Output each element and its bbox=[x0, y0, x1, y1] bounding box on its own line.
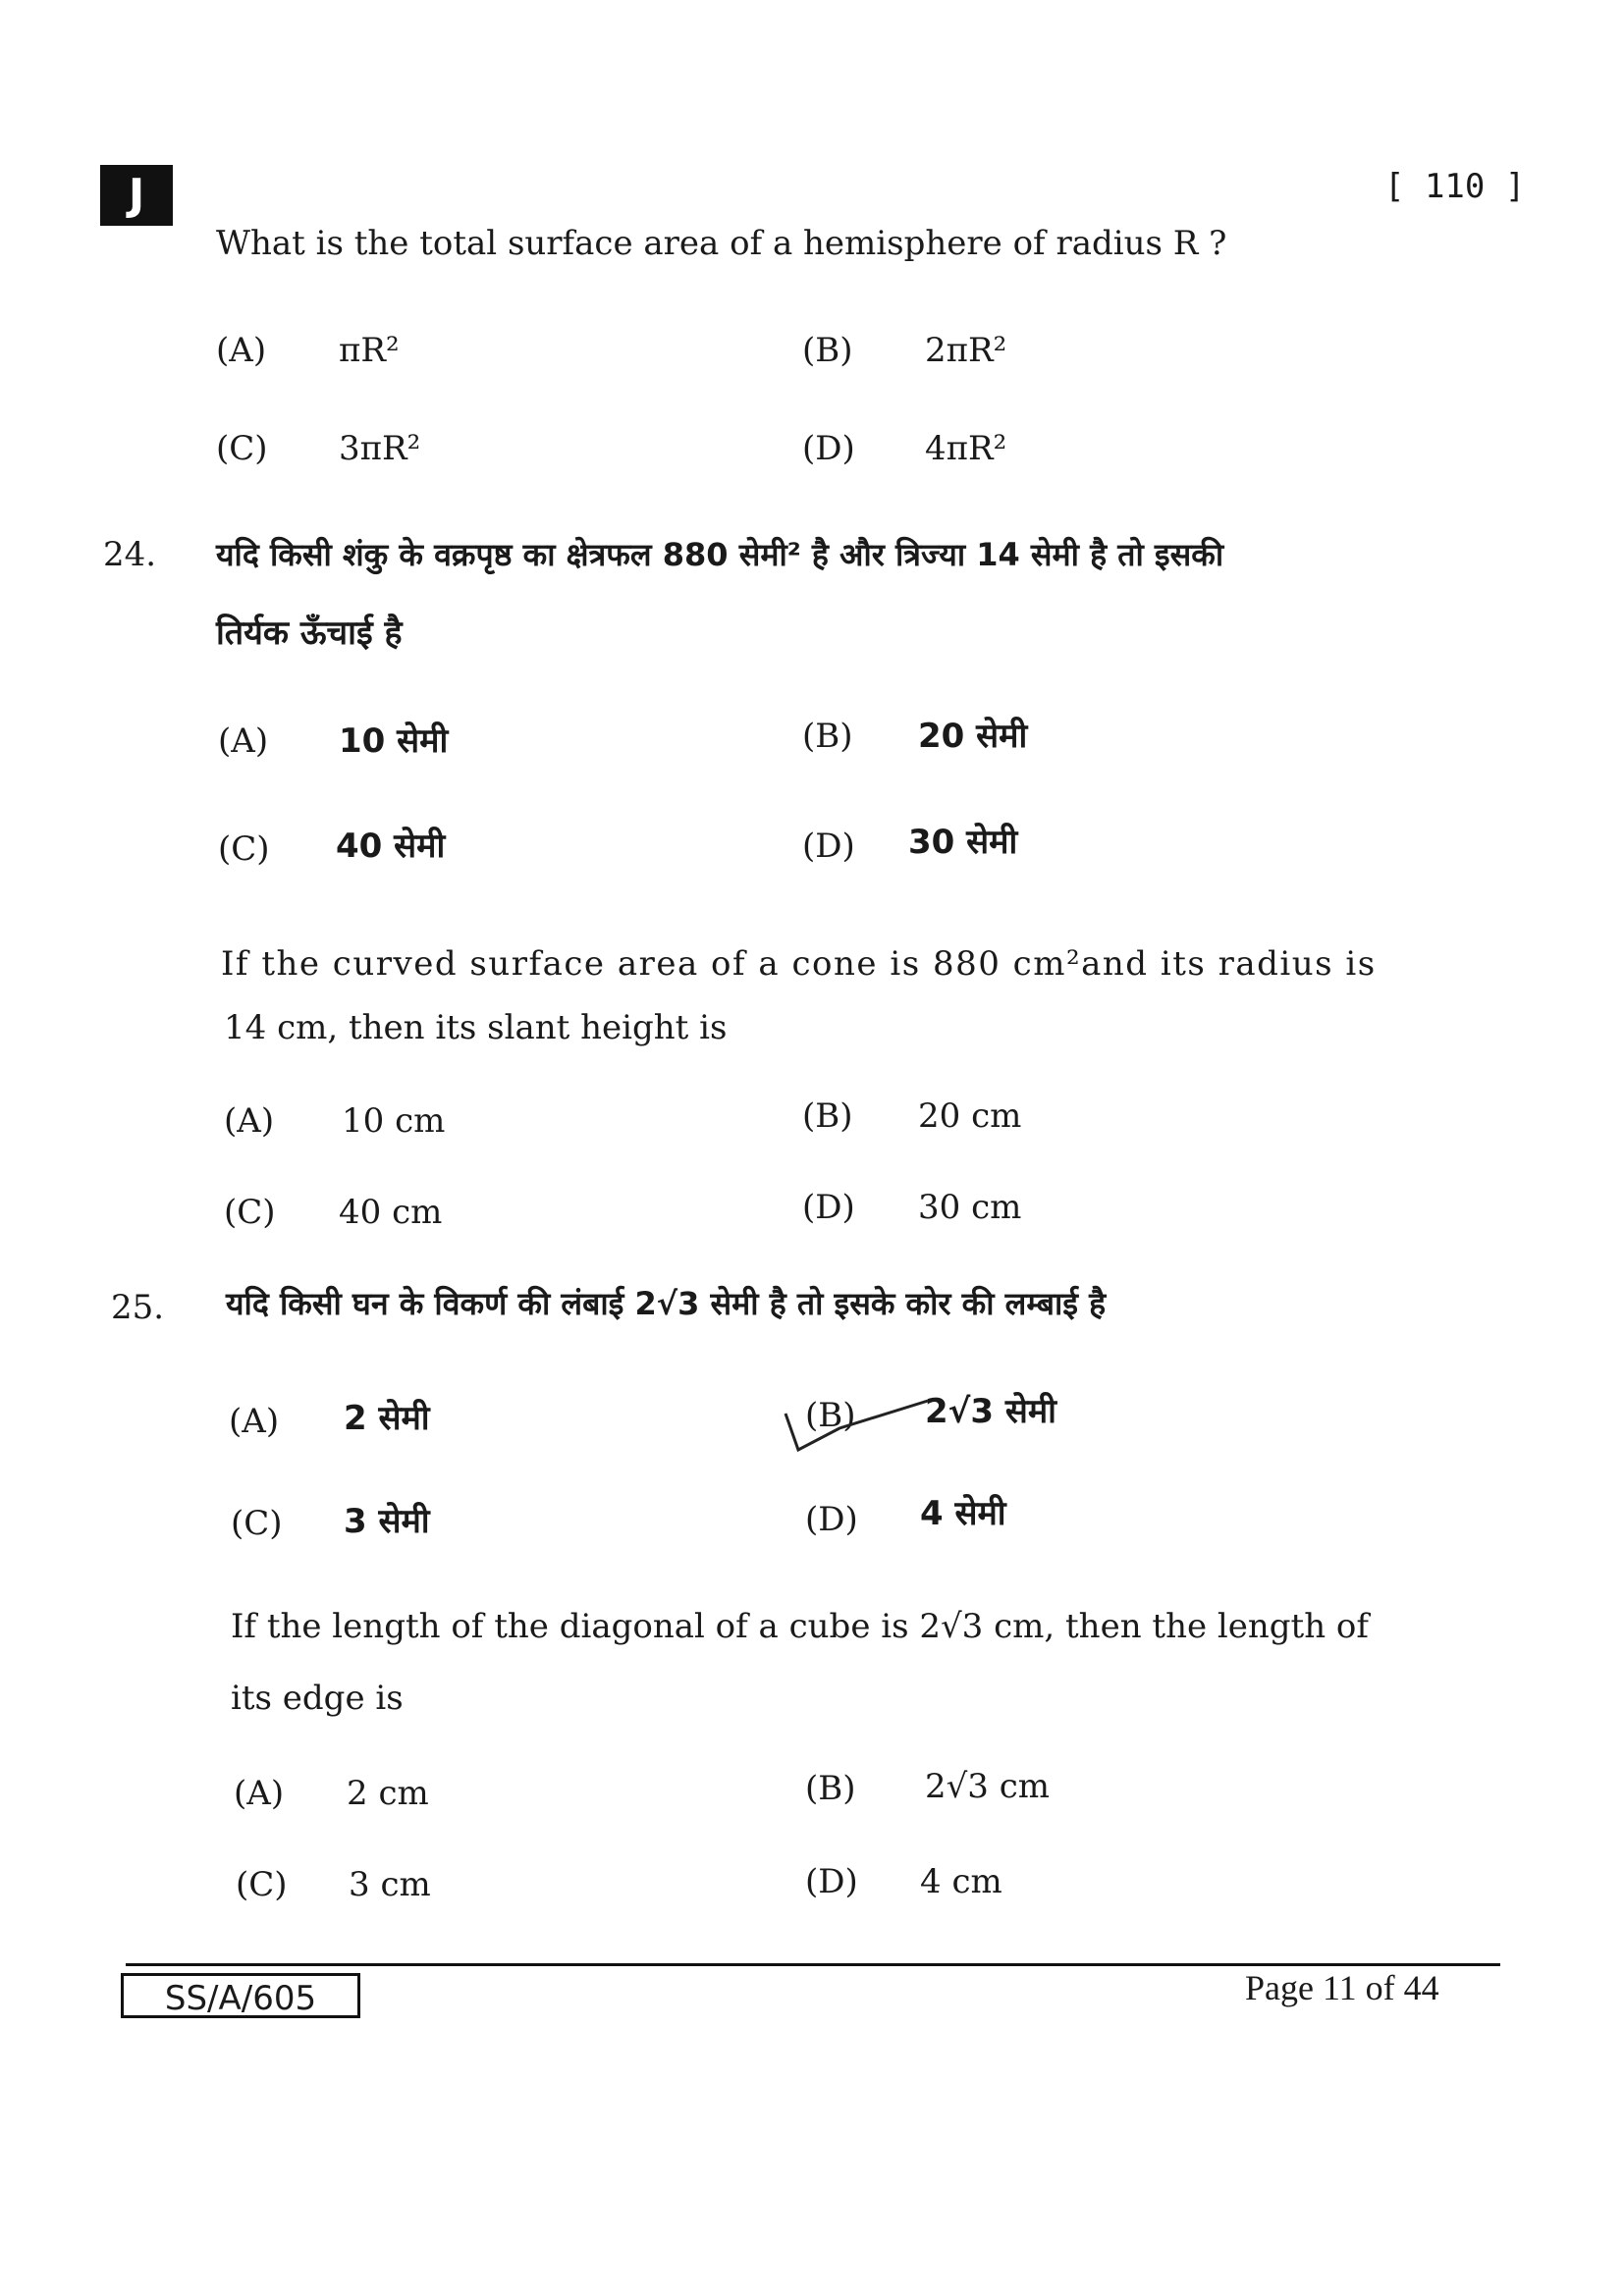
option-value: 40 cm bbox=[339, 1193, 443, 1232]
option-label: (A) bbox=[229, 1402, 280, 1441]
option-label: (D) bbox=[805, 1862, 858, 1901]
option-value: 3 सेमी bbox=[344, 1502, 430, 1541]
option-value: 10 सेमी bbox=[339, 721, 449, 761]
tick-mark-icon bbox=[781, 1389, 957, 1458]
page-code: [ 110 ] bbox=[1384, 167, 1526, 206]
option-value: 30 cm bbox=[918, 1188, 1022, 1227]
option-label: (D) bbox=[802, 1188, 855, 1227]
option-label: (A) bbox=[216, 331, 267, 370]
question-25-english-line1: If the length of the diagonal of a cube is 2√3 cm, then the length of bbox=[231, 1607, 1369, 1646]
option-label: (A) bbox=[234, 1774, 285, 1813]
option-label: (A) bbox=[218, 721, 269, 761]
question-number: 25. bbox=[111, 1288, 165, 1327]
question-24-english-line2: 14 cm, then its slant height is bbox=[224, 1008, 728, 1047]
option-label: (D) bbox=[802, 827, 855, 866]
question-23-text: What is the total surface area of a hemisphere of radius R ? bbox=[216, 224, 1227, 263]
option-label: (D) bbox=[805, 1500, 858, 1539]
option-value: 4πR² bbox=[925, 429, 1007, 468]
option-label: (B) bbox=[802, 717, 853, 756]
option-label: (C) bbox=[216, 429, 268, 468]
option-value: 2√3 cm bbox=[925, 1767, 1051, 1806]
option-label: (B) bbox=[802, 1096, 853, 1136]
option-label: (D) bbox=[802, 429, 855, 468]
option-value: 30 सेमी bbox=[908, 823, 1018, 862]
option-value: 3πR² bbox=[339, 429, 421, 468]
option-label: (C) bbox=[218, 829, 270, 869]
option-label: (B) bbox=[805, 1769, 856, 1808]
question-25-english-line2: its edge is bbox=[231, 1679, 404, 1718]
option-label: (B) bbox=[805, 1396, 856, 1435]
option-value: 40 सेमी bbox=[336, 827, 446, 866]
question-24-english-line1: If the curved surface area of a cone is 880 cm²and its radius is bbox=[221, 944, 1377, 984]
option-value: 4 cm bbox=[920, 1862, 1002, 1901]
question-24-hindi-line1: यदि किसी शंकु के वक्रपृष्ठ का क्षेत्रफल 880 सेमी² है और त्रिज्या 14 सेमी है तो इसकी bbox=[216, 536, 1224, 573]
option-label: (C) bbox=[224, 1193, 276, 1232]
option-value: 10 cm bbox=[342, 1101, 446, 1141]
option-value: 2√3 सेमी bbox=[925, 1392, 1056, 1431]
question-25-hindi-line1: यदि किसी घन के विकर्ण की लंबाई 2√3 सेमी है तो इसके कोर की लम्बाई है bbox=[226, 1285, 1107, 1322]
option-label: (A) bbox=[224, 1101, 275, 1141]
option-value: 2 cm bbox=[347, 1774, 429, 1813]
option-value: πR² bbox=[339, 331, 400, 370]
question-24-hindi-line2: तिर्यक ऊँचाई है bbox=[216, 614, 403, 653]
option-value: 2 सेमी bbox=[344, 1399, 430, 1438]
question-number: 24. bbox=[103, 535, 157, 574]
set-label: J bbox=[100, 165, 173, 226]
footer-divider bbox=[126, 1963, 1500, 1966]
option-label: (C) bbox=[231, 1504, 283, 1543]
page-number: Page 11 of 44 bbox=[1245, 1968, 1439, 2007]
option-value: 2πR² bbox=[925, 331, 1007, 370]
option-value: 20 cm bbox=[918, 1096, 1022, 1136]
option-value: 3 cm bbox=[349, 1865, 431, 1904]
option-value: 20 सेमी bbox=[918, 717, 1028, 756]
option-label: (B) bbox=[802, 331, 853, 370]
option-label: (C) bbox=[236, 1865, 288, 1904]
option-value: 4 सेमी bbox=[920, 1494, 1006, 1533]
paper-code: SS/A/605 bbox=[121, 1973, 360, 2018]
